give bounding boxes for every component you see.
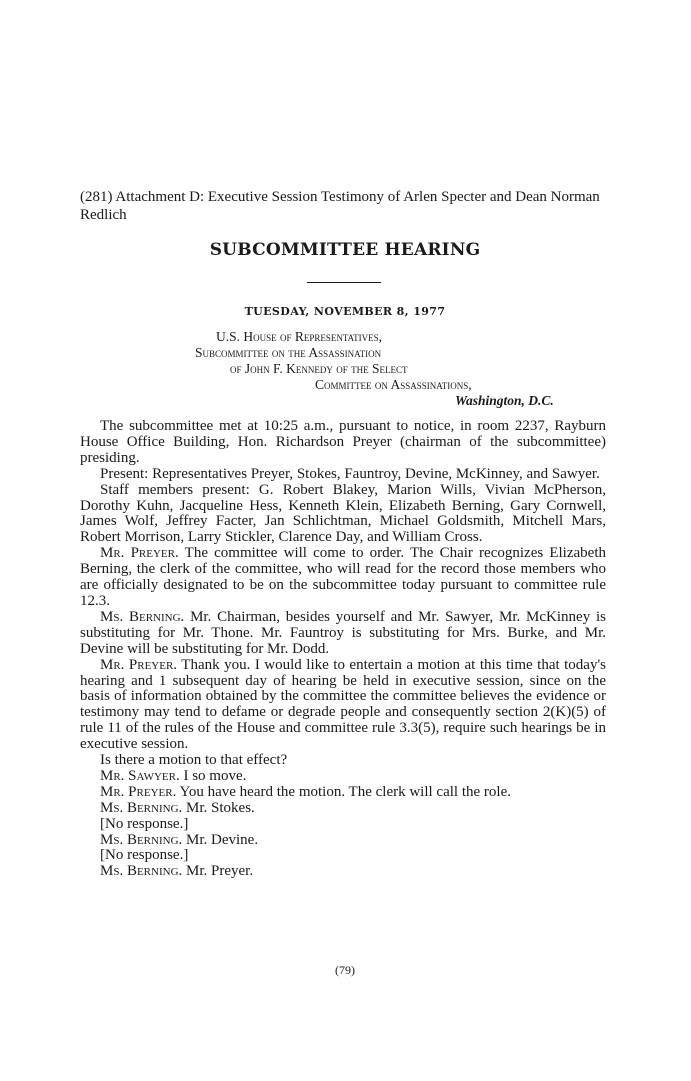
paragraph-text: Present: Representatives Preyer, Stokes, Fauntroy, Devine, McKinney, and Sawyer. <box>100 465 600 482</box>
hearing-date: TUESDAY, NOVEMBER 8, 1977 <box>244 305 446 318</box>
paragraph-text: Mr. Devine. <box>186 831 259 848</box>
paragraph-text: The committee will come to order. The Chair recognizes Elizabeth Berning, the clerk of the committee, who will read for the record those members who are officially designated to be on the subcommittee today pursuant to committee rule 12.3. <box>80 545 606 609</box>
paragraph-text: Thank you. I would like to entertain a motion at this time that today's hearing and 1 subsequent day of hearing be held in executive session, since on the basis of information obtained by the committee the committee believes the evidence or testimony may tend to defame or degrade people and consequently section 2(K)(5) of rule 11 of the rules of the House and committee rule 3.3(5), require such hearings be in executive session. <box>80 656 606 753</box>
transcript-paragraph <box>80 610 606 658</box>
speaker-name: Mr. Sawyer. <box>100 767 180 784</box>
paragraph-text: You have heard the motion. The clerk will call the role. <box>179 783 511 800</box>
speaker-name: Mr. Preyer. <box>100 545 179 562</box>
transcript-paragraph <box>80 833 606 849</box>
paragraph-text: The subcommittee met at 10:25 a.m., pursuant to notice, in room 2237, Rayburn House Office Building, Hon. Richardson Preyer (chairman of the subcommittee) presiding. <box>80 418 606 466</box>
paragraph-text: Staff members present: G. Robert Blakey, Marion Wills, Vivian McPherson, Dorothy Kuhn, Jacqueline Hess, Kenneth Klein, Elizabeth Berning, Gary Cornwell, James Wolf, Jeffrey Facter, Jan Schlichtman, Michael Goldsmith, Mitchell Mars, Robert Morrison, Larry Stickler, Clarence Day, and William Cross. <box>80 481 606 546</box>
speaker-name: Mr. Preyer. <box>100 656 178 673</box>
transcript-paragraph <box>80 753 606 769</box>
heading-divider <box>307 282 381 283</box>
transcript-paragraph <box>80 769 606 785</box>
speaker-name: Ms. Berning. <box>100 608 185 625</box>
paragraph-text: [No response.] <box>100 815 189 832</box>
address-line-5: Washington, D.C. <box>455 393 554 408</box>
transcript-paragraph <box>80 801 606 817</box>
page-number: (79) <box>335 963 355 977</box>
paragraph-text: Mr. Stokes. <box>186 799 255 816</box>
transcript-paragraph <box>80 546 606 610</box>
paragraph-text: Mr. Chairman, besides yourself and Mr. Sawyer, Mr. McKinney is substituting for Mr. Thone. Mr. Fauntroy is substituting for Mrs. Burke, and Mr. Devine will be substituting for Mr. Dodd. <box>80 608 606 657</box>
speaker-name: Ms. Berning. <box>100 831 183 848</box>
paragraph-text: [No response.] <box>100 847 189 864</box>
speaker-name: Mr. Preyer. <box>100 783 177 800</box>
hearing-transcript <box>80 419 606 880</box>
paragraph-text: Mr. Preyer. <box>186 863 254 880</box>
transcript-paragraph <box>80 785 606 801</box>
speaker-name: Ms. Berning. <box>100 799 183 816</box>
transcript-paragraph <box>80 817 606 833</box>
address-line-3: of John F. Kennedy of the Select <box>230 361 408 376</box>
transcript-paragraph <box>80 848 606 864</box>
transcript-paragraph <box>80 864 606 880</box>
transcript-paragraph <box>80 658 606 753</box>
address-line-2: Subcommittee on the Assassination <box>195 345 382 360</box>
transcript-paragraph <box>80 483 606 547</box>
transcript-paragraph <box>80 467 606 483</box>
paragraph-text: I so move. <box>183 767 247 784</box>
page-title: SUBCOMMITTEE HEARING <box>209 240 481 260</box>
transcript-paragraph <box>80 419 606 467</box>
attachment-caption: (281) Attachment D: Executive Session Testimony of Arlen Specter and Dean Norman Redlich <box>80 189 600 223</box>
address-line-1: U.S. House of Representatives, <box>216 329 383 344</box>
paragraph-text: Is there a motion to that effect? <box>100 752 288 769</box>
speaker-name: Ms. Berning. <box>100 863 183 880</box>
address-line-4: Committee on Assassinations, <box>315 377 472 392</box>
